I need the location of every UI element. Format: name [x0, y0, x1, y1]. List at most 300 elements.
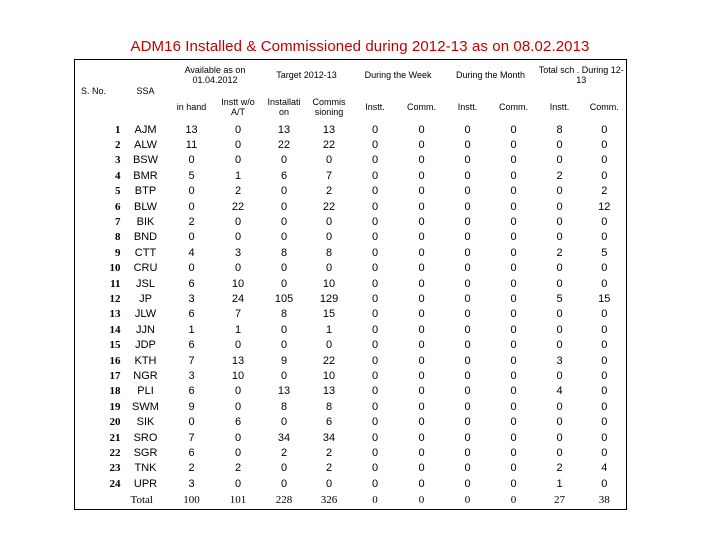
- installation-cell: 8: [280, 246, 288, 259]
- week-instt-cell: 0: [371, 369, 379, 382]
- total-instt-cell: 0: [556, 231, 563, 244]
- total-comm-cell: 15: [583, 292, 627, 307]
- total-instt-cell: 0: [556, 446, 563, 459]
- table-row: [75, 123, 627, 138]
- total-comm-cell: 0: [583, 415, 627, 430]
- week-comm-cell: 0: [418, 277, 425, 290]
- week-instt-cell: 0: [371, 246, 379, 259]
- total-comm-cell: 5: [583, 246, 627, 261]
- installation-cell: 0: [280, 262, 288, 275]
- week-instt-cell: 0: [371, 323, 379, 336]
- week-instt-cell: 0: [371, 262, 379, 275]
- inhand-cell: 7: [188, 431, 195, 444]
- month-instt-cell: 0: [464, 292, 471, 305]
- inhand-cell: 13: [185, 123, 198, 136]
- inhand-cell: 11: [185, 139, 198, 152]
- commissioning-cell: 8: [325, 400, 333, 413]
- month-comm-cell: 0: [510, 200, 517, 213]
- week-comm-cell: 0: [418, 446, 425, 459]
- month-instt-cell: 0: [464, 185, 471, 198]
- total-comm-cell: 0: [583, 369, 627, 384]
- total-comm-cell: 0: [583, 230, 627, 245]
- week-comm-cell: 0: [418, 123, 425, 136]
- sno-cell: 2: [75, 138, 123, 153]
- month-comm-cell: 0: [510, 446, 517, 459]
- instt-wo-at-cell: 0: [234, 385, 242, 398]
- week-instt-cell: 0: [371, 446, 379, 459]
- month-comm-cell: 0: [510, 262, 517, 275]
- week-instt-cell: 0: [371, 292, 379, 305]
- ssa-cell: JDP: [135, 339, 156, 352]
- total-comm-cell: 0: [583, 384, 627, 399]
- total-instt-cell: 2: [556, 462, 563, 475]
- total-comm-cell: 0: [583, 446, 627, 461]
- ssa-cell: BIK: [136, 216, 155, 229]
- table-row: [75, 246, 627, 261]
- table-row: [75, 307, 627, 322]
- total-instt-cell: 0: [556, 369, 563, 382]
- sno-cell: 21: [75, 430, 123, 445]
- table-row: [75, 169, 627, 184]
- sno-cell: 19: [75, 400, 123, 415]
- week-comm-cell: 0: [418, 431, 425, 444]
- total-instt-cell: 1: [556, 477, 563, 490]
- month-comm-cell: 0: [510, 323, 517, 336]
- sno-cell: 24: [75, 476, 123, 491]
- header-total-instt: Instt.: [549, 101, 570, 112]
- week-comm-cell: 0: [418, 385, 425, 398]
- ssa-cell: TNK: [134, 462, 157, 475]
- month-comm-cell: 0: [510, 123, 517, 136]
- week-comm-cell: 0: [418, 246, 425, 259]
- inhand-cell: 1: [188, 323, 195, 336]
- commissioning-cell: 2: [325, 185, 333, 198]
- installation-cell: 0: [280, 416, 288, 429]
- week-comm-cell: 0: [418, 462, 425, 475]
- total-instt-cell: 0: [556, 262, 563, 275]
- total-label: Total: [123, 492, 169, 510]
- instt-wo-at-cell: 0: [234, 400, 242, 413]
- table-row: [75, 400, 627, 415]
- commissioning-cell: 13: [322, 385, 336, 398]
- header-instt-wo-at: Instt w/o A/T: [221, 96, 255, 117]
- week-instt-cell: 0: [371, 123, 379, 136]
- month-instt-cell: 0: [464, 339, 471, 352]
- installation-cell: 0: [280, 462, 288, 475]
- installation-cell: 0: [280, 231, 288, 244]
- commissioning-cell: 22: [322, 139, 336, 152]
- month-instt-cell: 0: [464, 231, 471, 244]
- sno-cell: 5: [75, 184, 123, 199]
- ssa-cell: BND: [133, 231, 158, 244]
- total-instt-cell: 0: [556, 216, 563, 229]
- total-month-comm: 0: [491, 492, 537, 510]
- week-comm-cell: 0: [418, 154, 425, 167]
- sno-cell: 22: [75, 446, 123, 461]
- total-comm-cell: 0: [583, 338, 627, 353]
- total-sch-comm: 38: [583, 492, 627, 510]
- month-instt-cell: 0: [464, 277, 471, 290]
- installation-cell: 0: [280, 277, 288, 290]
- commissioning-cell: 129: [319, 292, 339, 305]
- month-comm-cell: 0: [510, 277, 517, 290]
- instt-wo-at-cell: 0: [234, 431, 242, 444]
- month-comm-cell: 0: [510, 477, 517, 490]
- installation-cell: 13: [277, 385, 291, 398]
- instt-wo-at-cell: 0: [234, 262, 242, 275]
- inhand-cell: 9: [188, 400, 195, 413]
- total-instt-cell: 2: [556, 169, 563, 182]
- sno-cell: 11: [75, 276, 123, 291]
- inhand-cell: 3: [188, 477, 195, 490]
- commissioning-cell: 8: [325, 246, 333, 259]
- sno-cell: 20: [75, 415, 123, 430]
- sno-cell: 13: [75, 307, 123, 322]
- total-comm-cell: 0: [583, 353, 627, 368]
- header-target: Target 2012-13: [262, 60, 352, 91]
- week-comm-cell: 0: [418, 416, 425, 429]
- month-comm-cell: 0: [510, 169, 517, 182]
- instt-wo-at-cell: 0: [234, 339, 242, 352]
- sno-cell: 9: [75, 246, 123, 261]
- inhand-cell: 5: [188, 169, 195, 182]
- total-instt-cell: 5: [556, 292, 563, 305]
- header-inhand: in hand: [176, 101, 207, 112]
- commissioning-cell: 0: [325, 231, 333, 244]
- total-comm-cell: 0: [583, 476, 627, 491]
- table-row: [75, 199, 627, 214]
- ssa-cell: SRO: [133, 431, 158, 444]
- ssa-cell: JLW: [134, 308, 157, 321]
- total-instt-cell: 0: [556, 323, 563, 336]
- total-instt-cell: 0: [556, 416, 563, 429]
- total-instt-wo-at: 101: [215, 492, 262, 510]
- total-comm-cell: 0: [583, 400, 627, 415]
- inhand-cell: 7: [188, 354, 195, 367]
- week-instt-cell: 0: [371, 416, 379, 429]
- total-instt-cell: 0: [556, 185, 563, 198]
- table-row: [75, 476, 627, 491]
- ssa-cell: ALW: [133, 139, 158, 152]
- sno-cell: 1: [75, 123, 123, 138]
- installation-cell: 8: [280, 400, 288, 413]
- instt-wo-at-cell: 1: [234, 323, 242, 336]
- header-installation: Installati on: [267, 96, 301, 117]
- month-instt-cell: 0: [464, 169, 471, 182]
- installation-cell: 8: [280, 308, 288, 321]
- month-instt-cell: 0: [464, 477, 471, 490]
- sno-cell: 15: [75, 338, 123, 353]
- total-comm-cell: 0: [583, 261, 627, 276]
- table-row: [75, 261, 627, 276]
- installation-cell: 0: [280, 477, 288, 490]
- week-comm-cell: 0: [418, 185, 425, 198]
- inhand-cell: 6: [188, 339, 195, 352]
- week-comm-cell: 0: [418, 323, 425, 336]
- instt-wo-at-cell: 7: [234, 308, 242, 321]
- sno-cell: 16: [75, 353, 123, 368]
- month-comm-cell: 0: [510, 216, 517, 229]
- instt-wo-at-cell: 22: [231, 200, 245, 213]
- total-inhand: 100: [169, 492, 215, 510]
- table-row: [75, 369, 627, 384]
- instt-wo-at-cell: 0: [234, 446, 242, 459]
- week-instt-cell: 0: [371, 400, 379, 413]
- week-comm-cell: 0: [418, 262, 425, 275]
- total-comm-cell: 0: [583, 153, 627, 168]
- week-instt-cell: 0: [371, 431, 379, 444]
- commissioning-cell: 34: [322, 431, 336, 444]
- inhand-cell: 0: [188, 416, 195, 429]
- commissioning-cell: 10: [322, 277, 336, 290]
- instt-wo-at-cell: 13: [231, 354, 245, 367]
- installation-cell: 34: [277, 431, 291, 444]
- total-comm-cell: 4: [583, 461, 627, 476]
- ssa-cell: JJN: [136, 323, 155, 336]
- header-week-comm: Comm.: [407, 101, 437, 112]
- month-comm-cell: 0: [510, 185, 517, 198]
- week-comm-cell: 0: [418, 339, 425, 352]
- commissioning-cell: 0: [325, 262, 333, 275]
- week-instt-cell: 0: [371, 200, 379, 213]
- ssa-cell: SIK: [136, 416, 155, 429]
- page-title: ADM16 Installed & Commissioned during 2012-13 as on 08.02.2013: [130, 38, 590, 55]
- instt-wo-at-cell: 0: [234, 123, 242, 136]
- instt-wo-at-cell: 0: [234, 216, 242, 229]
- installation-table: [74, 59, 627, 510]
- commissioning-cell: 7: [325, 169, 333, 182]
- ssa-cell: AJM: [134, 123, 157, 136]
- month-instt-cell: 0: [464, 385, 471, 398]
- ssa-cell: UPR: [133, 477, 158, 490]
- month-comm-cell: 0: [510, 354, 517, 367]
- header-sno: S. No.: [75, 60, 123, 123]
- installation-cell: 0: [280, 323, 288, 336]
- week-comm-cell: 0: [418, 369, 425, 382]
- month-comm-cell: 0: [510, 416, 517, 429]
- month-instt-cell: 0: [464, 400, 471, 413]
- total-instt-cell: 3: [556, 354, 563, 367]
- inhand-cell: 6: [188, 277, 195, 290]
- ssa-cell: JSL: [136, 277, 155, 290]
- month-instt-cell: 0: [464, 308, 471, 321]
- sno-cell: 23: [75, 461, 123, 476]
- month-comm-cell: 0: [510, 292, 517, 305]
- week-comm-cell: 0: [418, 308, 425, 321]
- table-row: [75, 430, 627, 445]
- table-row: [75, 292, 627, 307]
- inhand-cell: 0: [188, 200, 195, 213]
- week-comm-cell: 0: [418, 400, 425, 413]
- week-comm-cell: 0: [418, 169, 425, 182]
- week-instt-cell: 0: [371, 216, 379, 229]
- instt-wo-at-cell: 0: [234, 154, 242, 167]
- total-week-comm: 0: [399, 492, 445, 510]
- total-instt-cell: 0: [556, 154, 563, 167]
- total-comm-cell: 2: [583, 184, 627, 199]
- month-instt-cell: 0: [464, 446, 471, 459]
- week-comm-cell: 0: [418, 477, 425, 490]
- inhand-cell: 0: [188, 154, 195, 167]
- commissioning-cell: 22: [322, 200, 336, 213]
- week-instt-cell: 0: [371, 308, 379, 321]
- week-instt-cell: 0: [371, 277, 379, 290]
- total-row: [75, 492, 627, 510]
- total-instt-cell: 0: [556, 431, 563, 444]
- week-instt-cell: 0: [371, 477, 379, 490]
- week-comm-cell: 0: [418, 292, 425, 305]
- inhand-cell: 6: [188, 385, 195, 398]
- commissioning-cell: 2: [325, 446, 333, 459]
- sno-cell: 12: [75, 292, 123, 307]
- ssa-cell: SWM: [132, 400, 159, 413]
- ssa-cell: BSW: [132, 154, 159, 167]
- table-row: [75, 384, 627, 399]
- commissioning-cell: 0: [325, 339, 333, 352]
- commissioning-cell: 0: [325, 477, 333, 490]
- ssa-cell: CTT: [134, 246, 157, 259]
- header-month-comm: Comm.: [499, 101, 529, 112]
- total-comm-cell: 0: [583, 276, 627, 291]
- week-comm-cell: 0: [418, 200, 425, 213]
- inhand-cell: 2: [188, 216, 195, 229]
- ssa-cell: BLW: [133, 200, 158, 213]
- instt-wo-at-cell: 2: [234, 185, 242, 198]
- table-row: [75, 230, 627, 245]
- month-comm-cell: 0: [510, 369, 517, 382]
- week-instt-cell: 0: [371, 462, 379, 475]
- week-instt-cell: 0: [371, 231, 379, 244]
- month-instt-cell: 0: [464, 154, 471, 167]
- total-instt-cell: 8: [556, 123, 563, 136]
- total-instt-cell: 0: [556, 200, 563, 213]
- installation-cell: 0: [280, 369, 288, 382]
- month-instt-cell: 0: [464, 262, 471, 275]
- ssa-cell: PLI: [137, 385, 154, 398]
- month-comm-cell: 0: [510, 231, 517, 244]
- installation-cell: 105: [274, 292, 294, 305]
- installation-cell: 22: [277, 139, 291, 152]
- instt-wo-at-cell: 24: [231, 292, 245, 305]
- header-week-instt: Instt.: [365, 101, 385, 112]
- month-instt-cell: 0: [464, 354, 471, 367]
- sno-cell: 7: [75, 215, 123, 230]
- month-instt-cell: 0: [464, 369, 471, 382]
- instt-wo-at-cell: 10: [231, 369, 245, 382]
- total-commissioning: 326: [307, 492, 352, 510]
- installation-cell: 2: [280, 446, 288, 459]
- total-sch-instt: 27: [537, 492, 583, 510]
- table-body: [75, 123, 627, 510]
- total-comm-cell: 0: [583, 215, 627, 230]
- week-comm-cell: 0: [418, 216, 425, 229]
- week-instt-cell: 0: [371, 339, 379, 352]
- instt-wo-at-cell: 0: [234, 139, 242, 152]
- week-comm-cell: 0: [418, 231, 425, 244]
- week-comm-cell: 0: [418, 354, 425, 367]
- total-instt-cell: 0: [556, 400, 563, 413]
- total-instt-cell: 4: [556, 385, 563, 398]
- total-instt-cell: 0: [556, 139, 563, 152]
- table-row: [75, 153, 627, 168]
- instt-wo-at-cell: 3: [234, 246, 242, 259]
- total-comm-cell: 12: [583, 199, 627, 214]
- month-comm-cell: 0: [510, 308, 517, 321]
- month-comm-cell: 0: [510, 246, 517, 259]
- table-row: [75, 276, 627, 291]
- sno-cell: 3: [75, 153, 123, 168]
- table-row: [75, 184, 627, 199]
- table-row: [75, 446, 627, 461]
- sno-cell: 6: [75, 199, 123, 214]
- month-instt-cell: 0: [464, 323, 471, 336]
- instt-wo-at-cell: 2: [234, 462, 242, 475]
- month-comm-cell: 0: [510, 139, 517, 152]
- total-instt-cell: 0: [556, 339, 563, 352]
- sno-cell: 14: [75, 323, 123, 338]
- total-comm-cell: 0: [583, 307, 627, 322]
- commissioning-cell: 13: [322, 123, 336, 136]
- installation-cell: 0: [280, 200, 288, 213]
- commissioning-cell: 6: [325, 416, 333, 429]
- commissioning-cell: 15: [322, 308, 336, 321]
- month-instt-cell: 0: [464, 139, 471, 152]
- instt-wo-at-cell: 10: [231, 277, 245, 290]
- ssa-cell: JP: [139, 292, 152, 305]
- month-instt-cell: 0: [464, 462, 471, 475]
- sno-cell: 4: [75, 169, 123, 184]
- instt-wo-at-cell: 1: [234, 169, 242, 182]
- table-row: [75, 415, 627, 430]
- table-header: [75, 60, 627, 123]
- table-row: [75, 138, 627, 153]
- total-comm-cell: 0: [583, 123, 627, 138]
- total-comm-cell: 0: [583, 323, 627, 338]
- inhand-cell: 4: [188, 246, 195, 259]
- instt-wo-at-cell: 0: [234, 477, 242, 490]
- week-instt-cell: 0: [371, 185, 379, 198]
- month-instt-cell: 0: [464, 200, 471, 213]
- header-month: During the Month: [445, 60, 537, 91]
- total-blank-cell: [75, 492, 123, 510]
- total-instt-cell: 2: [556, 246, 563, 259]
- commissioning-cell: 22: [322, 354, 336, 367]
- table-row: [75, 353, 627, 368]
- total-instt-cell: 0: [556, 308, 563, 321]
- week-instt-cell: 0: [371, 169, 379, 182]
- week-instt-cell: 0: [371, 385, 379, 398]
- installation-cell: 9: [280, 354, 288, 367]
- month-instt-cell: 0: [464, 246, 471, 259]
- header-month-instt: Instt.: [457, 101, 478, 112]
- month-comm-cell: 0: [510, 385, 517, 398]
- ssa-cell: SGR: [133, 446, 158, 459]
- month-instt-cell: 0: [464, 216, 471, 229]
- ssa-cell: BTP: [134, 185, 157, 198]
- total-comm-cell: 0: [583, 430, 627, 445]
- table-row: [75, 338, 627, 353]
- total-week-instt: 0: [352, 492, 399, 510]
- commissioning-cell: 1: [325, 323, 333, 336]
- header-total-comm: Comm.: [583, 91, 627, 123]
- month-comm-cell: 0: [510, 339, 517, 352]
- header-commissioning: Commis sioning: [312, 96, 346, 117]
- header-available: Available as on 01.04.2012: [169, 60, 262, 91]
- header-total-sch: Total sch . During 12-13: [537, 60, 627, 91]
- sno-cell: 10: [75, 261, 123, 276]
- month-comm-cell: 0: [510, 431, 517, 444]
- installation-cell: 0: [280, 339, 288, 352]
